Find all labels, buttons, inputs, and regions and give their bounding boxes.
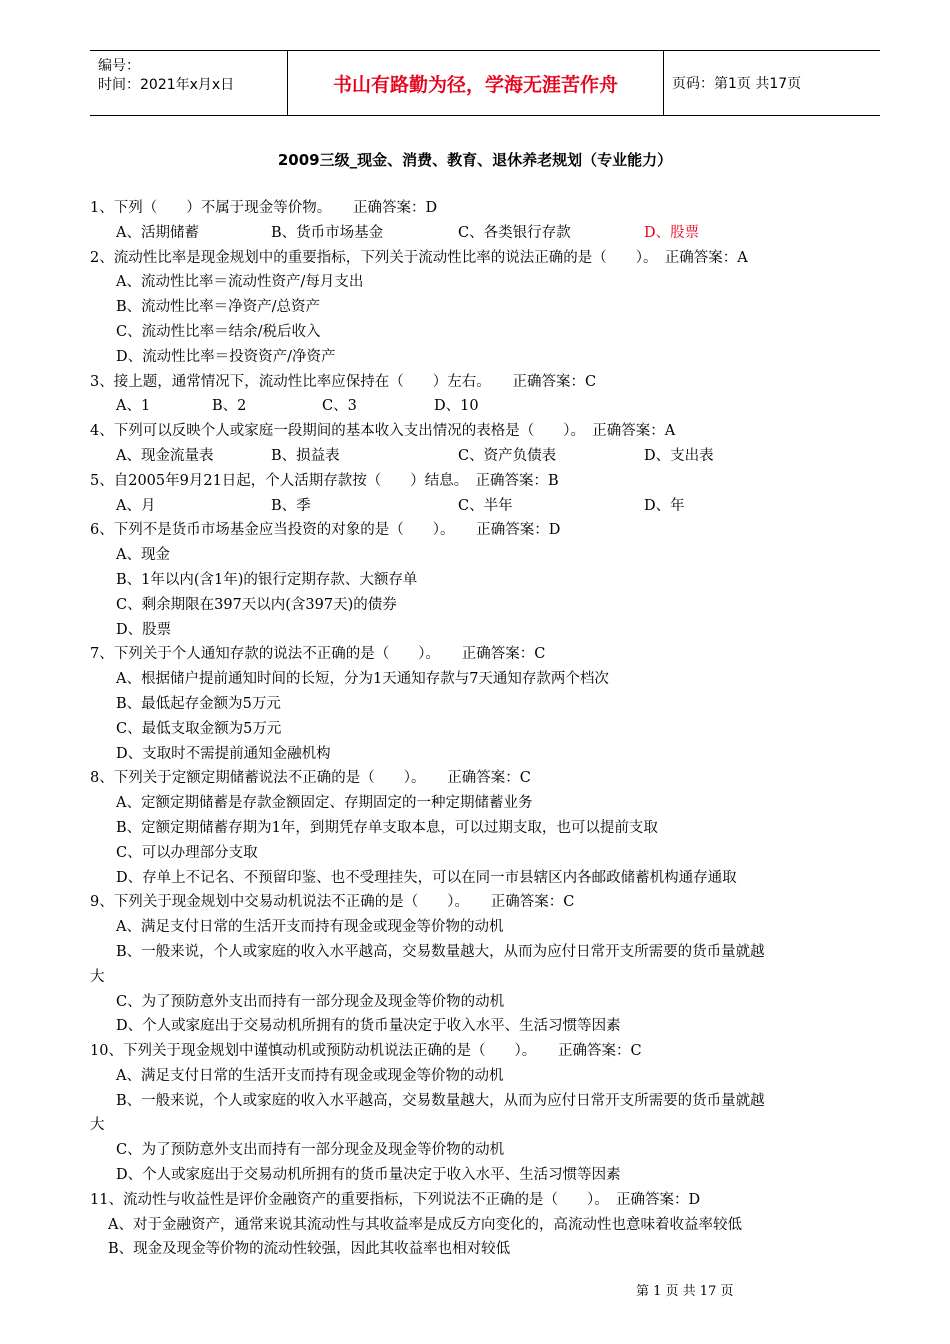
option-c: C、半年 <box>458 497 513 514</box>
question-5: 5、自2005年9月21日起，个人活期存款按（ ）结息。 正确答案：B <box>90 472 559 489</box>
header-motto: 书山有路勤为径，学海无涯苦作舟 <box>288 51 664 115</box>
option-a: A、现金 <box>116 547 170 564</box>
header-meta <box>90 51 288 115</box>
option-b: B、一般来说，个人或家庭的收入水平越高，交易数量越大，从而为应付日常开支所需要的货币量就越 <box>116 1092 765 1109</box>
option-b: B、2 <box>212 398 247 415</box>
option-c: C、资产负债表 <box>458 447 557 464</box>
option-b: B、损益表 <box>271 447 340 464</box>
question-5-options <box>90 494 882 519</box>
header-page-info: 页码：第1页 共17页 <box>672 76 802 92</box>
number-label: 编号： <box>98 58 140 74</box>
option-d: D、支取时不需提前通知金融机构 <box>116 745 331 762</box>
option-b-continued: 大 <box>90 1117 105 1134</box>
question-10: 10、下列关于现金规划中谨慎动机或预防动机说法正确的是（ ）。 正确答案：C <box>90 1043 642 1060</box>
option-a: A、根据储户提前通知时间的长短，分为1天通知存款与7天通知存款两个档次 <box>116 671 609 688</box>
question-list <box>90 196 882 1262</box>
option-c: C、可以办理部分支取 <box>116 844 258 861</box>
question-1: 1、下列（ ）不属于现金等价物。 正确答案：D <box>90 200 438 216</box>
option-a: A、定额定期储蓄是存款金额固定、存期固定的一种定期储蓄业务 <box>116 795 533 812</box>
question-7: 7、下列关于个人通知存款的说法不正确的是（ ）。 正确答案：C <box>90 646 546 663</box>
option-d: D、股票 <box>116 621 172 638</box>
option-d: D、存单上不记名、不预留印鉴、也不受理挂失，可以在同一市县辖区内各邮政储蓄机构通存通取 <box>116 869 737 886</box>
option-b: B、1年以内(含1年)的银行定期存款、大额存单 <box>116 571 418 588</box>
option-a: A、对于金融资产，通常来说其流动性与其收益率是成反方向变化的，高流动性也意味着收益率较低 <box>108 1216 742 1233</box>
page-header <box>90 50 880 116</box>
option-d: D、10 <box>434 398 479 415</box>
option-a: A、满足支付日常的生活开支而持有现金或现金等价物的动机 <box>116 919 504 936</box>
option-b: B、一般来说，个人或家庭的收入水平越高，交易数量越大，从而为应付日常开支所需要的货币量就越 <box>116 943 765 960</box>
question-4: 4、下列可以反映个人或家庭一段期间的基本收入支出情况的表格是（ ）。 正确答案：A <box>90 423 676 440</box>
option-c: C、各类银行存款 <box>458 224 571 241</box>
option-a: A、月 <box>116 497 156 514</box>
option-c: C、流动性比率＝结余/税后收入 <box>116 323 321 340</box>
option-c: C、为了预防意外支出而持有一部分现金及现金等价物的动机 <box>116 993 505 1010</box>
question-1-options <box>90 221 882 246</box>
option-c: C、剩余期限在397天以内(含397天)的债券 <box>116 596 397 613</box>
page-footer: 第 1 页 共 17 页 <box>636 1284 734 1299</box>
option-d: D、支出表 <box>644 447 714 464</box>
question-11: 11、流动性与收益性是评价金融资产的重要指标，下列说法不正确的是（ ）。 正确答案：D <box>90 1191 701 1208</box>
question-8: 8、下列关于定额定期储蓄说法不正确的是（ ）。 正确答案：C <box>90 770 531 787</box>
option-b-continued: 大 <box>90 968 105 985</box>
option-d: D、个人或家庭出于交易动机所拥有的货币量决定于收入水平、生活习惯等因素 <box>116 1167 621 1184</box>
option-c: C、最低支取金额为5万元 <box>116 720 282 737</box>
option-a: A、满足支付日常的生活开支而持有现金或现金等价物的动机 <box>116 1067 504 1084</box>
option-c: C、3 <box>322 398 357 415</box>
question-9: 9、下列关于现金规划中交易动机说法不正确的是（ ）。 正确答案：C <box>90 894 575 911</box>
option-b: B、定额定期储蓄存期为1年，到期凭存单支取本息，可以过期支取，也可以提前支取 <box>116 819 658 836</box>
question-6: 6、下列不是货币市场基金应当投资的对象的是（ ）。 正确答案：D <box>90 522 561 539</box>
question-2: 2、流动性比率是现金规划中的重要指标，下列关于流动性比率的说法正确的是（ ）。 正确答案：A <box>90 249 748 266</box>
time-label: 时间：2021年x月x日 <box>98 77 235 93</box>
option-b: B、货币市场基金 <box>271 224 384 241</box>
option-c: C、为了预防意外支出而持有一部分现金及现金等价物的动机 <box>116 1142 505 1159</box>
document-title: 2009三级_现金、消费、教育、退休养老规划（专业能力） <box>277 151 673 169</box>
option-d: D、流动性比率＝投资资产/净资产 <box>116 348 336 365</box>
option-b: B、流动性比率＝净资产/总资产 <box>116 299 321 316</box>
option-b: B、现金及现金等价物的流动性较强，因此其收益率也相对较低 <box>108 1241 511 1258</box>
option-a: A、现金流量表 <box>116 447 214 464</box>
option-a: A、1 <box>116 398 151 415</box>
option-d: D、个人或家庭出于交易动机所拥有的货币量决定于收入水平、生活习惯等因素 <box>116 1018 621 1035</box>
option-d-correct: D、股票 <box>644 224 700 241</box>
question-3-options <box>90 394 882 419</box>
question-3: 3、接上题，通常情况下，流动性比率应保持在（ ）左右。 正确答案：C <box>90 373 597 390</box>
option-d: D、年 <box>644 497 685 514</box>
question-4-options <box>90 444 882 469</box>
option-a: A、流动性比率＝流动性资产/每月支出 <box>116 274 364 291</box>
option-a: A、活期储蓄 <box>116 224 199 241</box>
option-b: B、最低起存金额为5万元 <box>116 695 281 712</box>
option-b: B、季 <box>271 497 311 514</box>
